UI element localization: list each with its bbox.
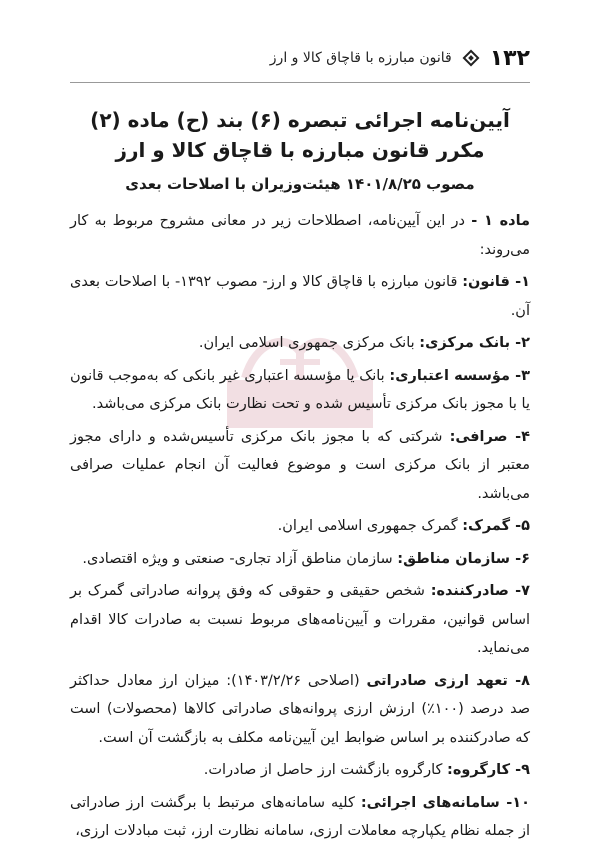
paragraph-text: سازمان مناطق آزاد تجاری- صنعتی و ویژه اقتصادی.: [82, 550, 398, 567]
paragraph-lead: ۵- گمرک:: [462, 518, 530, 534]
paragraph-lead: ۴- صرافی:: [449, 428, 531, 445]
definition-item: [70, 789, 530, 846]
paragraph-text: گمرک جمهوری اسلامی ایران.: [277, 518, 463, 534]
paragraph-lead: ماده ۱ -: [471, 213, 530, 229]
paragraph-lead: ۹- کارگروه:: [447, 762, 530, 778]
paragraph-text: شخص حقیقی و حقوقی که وفق پروانه صادراتی گمرک بر اساس قوانین، مقررات و آیین‌نامه‌های مربوط نسبت به صادرات کالا اقدام می‌نماید.: [70, 583, 530, 656]
document-subtitle: مصوب ۱۴۰۱/۸/۲۵ هیئت‌وزیران با اصلاحات بعدی: [125, 175, 475, 193]
diamond-ornament-icon: [464, 51, 478, 65]
paragraph-text: کلیه سامانه‌های مرتبط با برگشت ارز صادراتی از جمله نظام یکپارچه معاملات ارزی، سامانه نظارت ارز، ثبت مبادلات ارزی،: [70, 794, 530, 839]
paragraph-lead: ۶- سازمان مناطق:: [397, 550, 530, 567]
paragraph-text: (اصلاحی ۱۴۰۳/۲/۲۶): میزان ارز معادل حداکثر صد درصد (۱۰۰٪) ارزش ارزی پروانه‌های صادراتی کالاها (محصولات) است که صادرکننده بر اساس ضوابط این آیین‌نامه مکلف به بازگشت آن است.: [70, 672, 531, 746]
paragraph-text: شرکتی که با مجوز بانک مرکزی تأسیس‌شده و دارای مجوز معتبر از بانک مرکزی است و موضوع فعالیت آن انجام عملیات صرافی می‌باشد.: [70, 428, 530, 502]
definition-item: [70, 577, 530, 663]
paragraph-text: بانک مرکزی جمهوری اسلامی ایران.: [198, 335, 420, 351]
paragraph-text: بانک یا مؤسسه اعتباری غیر بانکی که به‌موجب قانون یا با مجوز بانک مرکزی تأسیس شده و تحت نظارت بانک مرکزی می‌باشد.: [70, 367, 530, 412]
document-title: آیین‌نامه اجرائی تبصره (۶) بند (ح) ماده (۲) مکرر قانون مبارزه با قاچاق کالا و ارز: [90, 108, 510, 162]
paragraph-lead: ۸- تعهد ارزی صادراتی: [366, 672, 531, 689]
article-paragraph: [70, 207, 530, 264]
definition-item: [70, 362, 530, 419]
definition-item: [70, 667, 530, 753]
paragraph-lead: ۱۰- سامانه‌های اجرائی:: [360, 794, 530, 811]
paragraph-lead: ۱- قانون:: [462, 274, 530, 290]
definition-item: [70, 329, 530, 358]
definition-item: [70, 545, 530, 574]
paragraph-text: قانون مبارزه با قاچاق کالا و ارز- مصوب ۱۳۹۲- با اصلاحات بعدی آن.: [70, 274, 530, 319]
definition-item: [70, 423, 530, 509]
paragraph-text: کارگروه بازگشت ارز حاصل از صادرات.: [203, 762, 448, 778]
paragraph-text: در این آیین‌نامه، اصطلاحات زیر در معانی مشروح مربوط به کار می‌روند:: [70, 213, 530, 258]
definition-item: [70, 512, 530, 541]
page-header: [70, 40, 530, 76]
paragraph-lead: ۳- مؤسسه اعتباری:: [389, 367, 530, 384]
header-rule: [70, 82, 530, 83]
running-title: قانون مبارزه با قاچاق کالا و ارز: [269, 50, 452, 66]
paragraph-lead: ۲- بانک مرکزی:: [419, 335, 530, 351]
definition-item: [70, 756, 530, 785]
page-content: [70, 105, 530, 850]
definition-item: [70, 268, 530, 325]
page-number: ۱۳۲: [489, 45, 530, 71]
paragraph-lead: ۷- صادرکننده:: [430, 583, 530, 599]
